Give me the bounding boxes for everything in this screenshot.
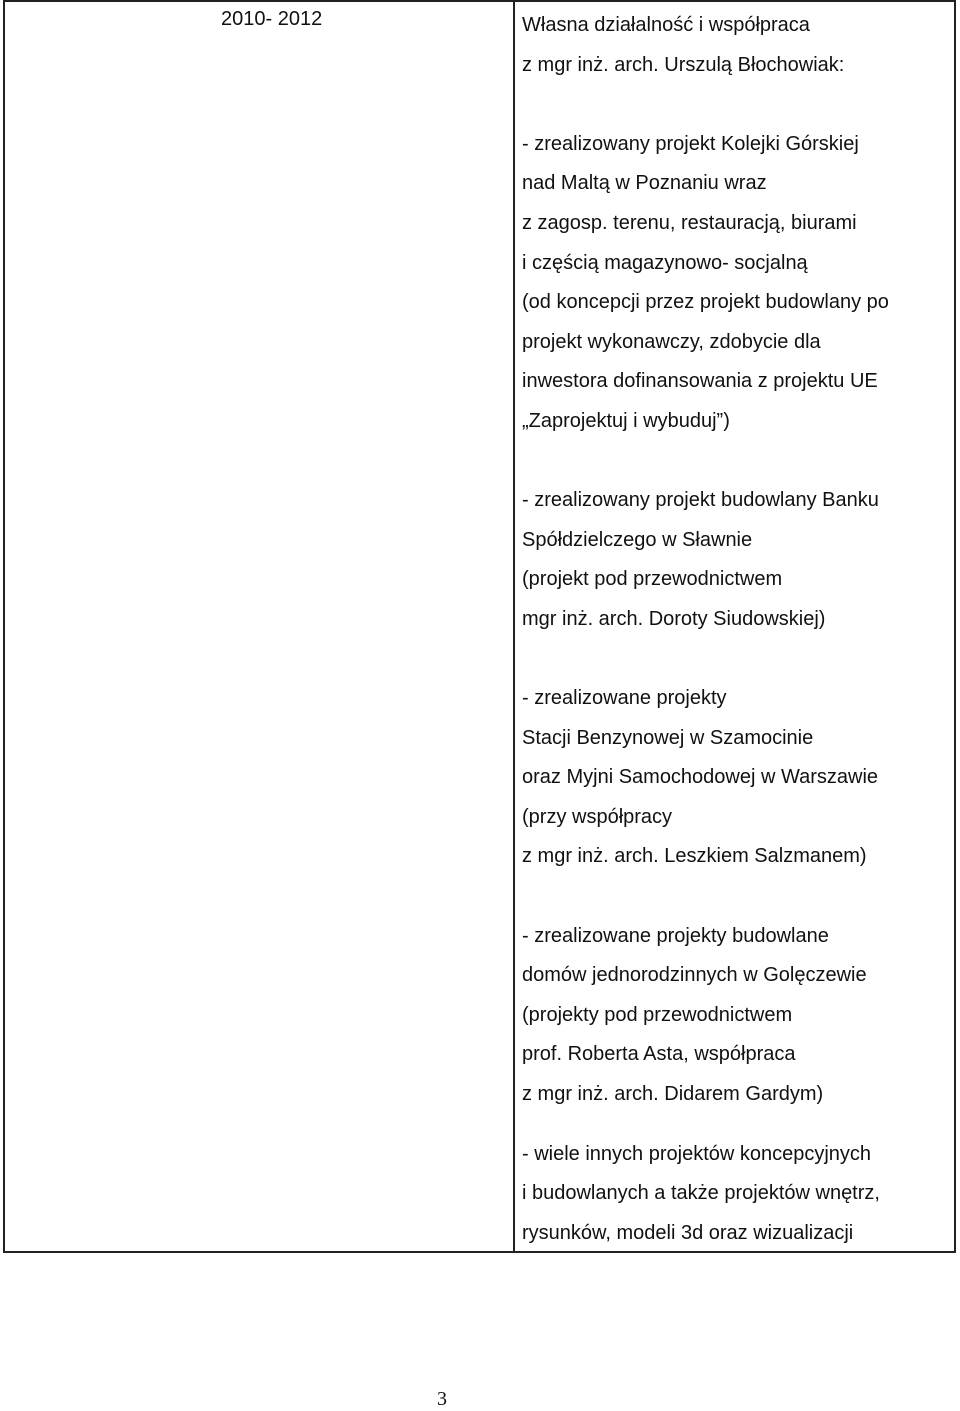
project-line: domów jednorodzinnych w Golęczewie — [522, 964, 867, 987]
project-line: oraz Myjni Samochodowej w Warszawie — [522, 766, 879, 789]
project-line: (przy współpracy — [522, 805, 673, 828]
project-line: prof. Roberta Asta, współpraca — [522, 1043, 796, 1066]
project-line: „Zaprojektuj i wybuduj”) — [522, 409, 730, 432]
project-block-stacja — [522, 679, 952, 877]
project-line: - wiele innych projektów koncepcyjnych — [522, 1142, 872, 1165]
project-block-bank — [522, 481, 952, 639]
project-line: (od koncepcji przez projekt budowlany po — [522, 291, 889, 314]
project-line: z mgr inż. arch. Leszkiem Salzmanem) — [522, 845, 867, 868]
paragraph-gap — [522, 640, 952, 680]
project-block-inne — [522, 1135, 952, 1254]
project-block-kolejka — [522, 125, 952, 442]
project-line: z mgr inż. arch. Didarem Gardym) — [522, 1083, 824, 1106]
project-line: z zagosp. terenu, restauracją, biurami — [522, 211, 857, 234]
project-line: nad Maltą w Poznaniu wraz — [522, 172, 767, 195]
description-cell — [522, 6, 952, 1253]
project-line: - zrealizowany projekt Kolejki Górskiej — [522, 132, 859, 155]
project-line: inwestora dofinansowania z projektu UE — [522, 370, 878, 393]
intro-block — [522, 6, 952, 85]
paragraph-gap — [522, 1115, 952, 1135]
project-line: projekt wykonawczy, zdobycie dla — [522, 330, 821, 353]
intro-line: z mgr inż. arch. Urszulą Błochowiak: — [522, 53, 845, 76]
project-line: - zrealizowane projekty budowlane — [522, 924, 829, 947]
paragraph-gap — [522, 442, 952, 482]
project-block-domy — [522, 917, 952, 1115]
project-line: Stacji Benzynowej w Szamocinie — [522, 726, 814, 749]
project-line: - zrealizowany projekt budowlany Banku — [522, 489, 879, 512]
project-line: i częścią magazynowo- socjalną — [522, 251, 808, 274]
project-line: (projekt pod przewodnictwem — [522, 568, 783, 591]
period-cell: 2010- 2012 — [221, 8, 323, 30]
experience-table — [3, 0, 956, 1253]
page-number: 3 — [437, 1388, 447, 1410]
intro-line: Własna działalność i współpraca — [522, 14, 810, 36]
project-line: i budowlanych a także projektów wnętrz, — [522, 1182, 880, 1205]
project-line: - zrealizowane projekty — [522, 687, 727, 710]
project-line: rysunków, modeli 3d oraz wizualizacji — [522, 1221, 854, 1244]
project-line: (projekty pod przewodnictwem — [522, 1003, 793, 1026]
paragraph-gap — [522, 877, 952, 917]
column-divider — [513, 2, 515, 1251]
project-line: Spółdzielczego w Sławnie — [522, 528, 753, 551]
paragraph-gap — [522, 85, 952, 125]
project-line: mgr inż. arch. Doroty Siudowskiej) — [522, 607, 826, 630]
